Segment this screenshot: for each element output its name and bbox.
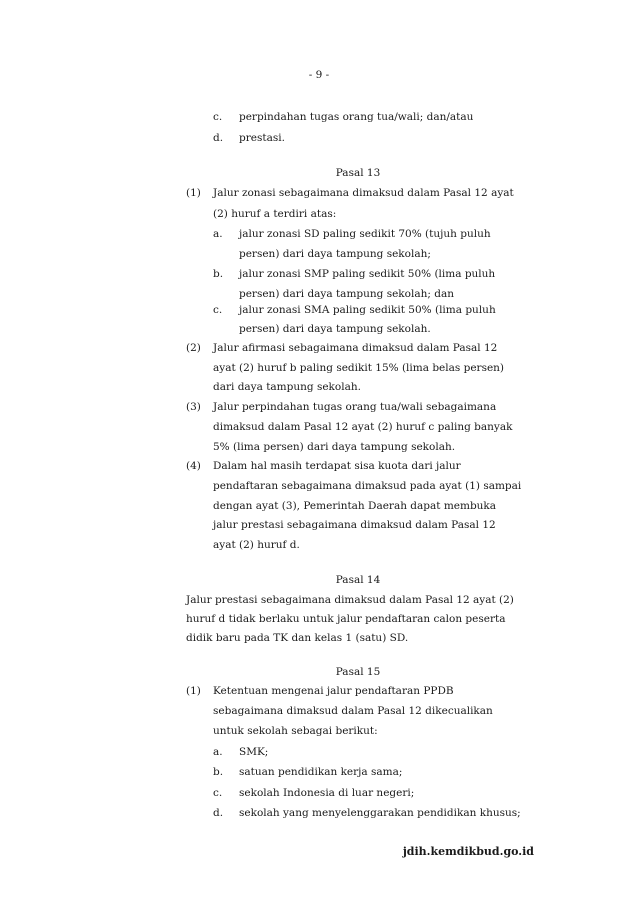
- list-item-marker: d.: [213, 132, 224, 144]
- paragraph-line: didik baru pada TK dan kelas 1 (satu) SD.: [186, 632, 409, 644]
- paragraph-line: dari daya tampung sekolah.: [213, 381, 361, 393]
- paragraph-line: untuk sekolah sebagai berikut:: [213, 725, 378, 737]
- paragraph-line: dengan ayat (3), Pemerintah Daerah dapat membuka: [213, 500, 497, 512]
- section-title: Pasal 15: [335, 666, 381, 678]
- list-item-marker: d.: [213, 807, 224, 819]
- paragraph-marker: (3): [186, 401, 201, 413]
- list-item-marker: c.: [213, 787, 223, 799]
- list-item-marker: b.: [213, 766, 224, 778]
- list-item-text: perpindahan tugas orang tua/wali; dan/atau: [239, 111, 474, 123]
- list-item-line: persen) dari daya tampung sekolah;: [239, 248, 431, 260]
- paragraph-line: Dalam hal masih terdapat sisa kuota dari jalur: [213, 460, 461, 472]
- paragraph-line: ayat (2) huruf d.: [213, 539, 300, 551]
- paragraph-line: Jalur afirmasi sebagaimana dimaksud dalam Pasal 12: [213, 342, 498, 354]
- section-title: Pasal 13: [335, 167, 381, 179]
- list-item-text: satuan pendidikan kerja sama;: [239, 766, 403, 778]
- page-number: - 9 -: [308, 69, 330, 81]
- paragraph-line: Ketentuan mengenai jalur pendaftaran PPDB: [213, 685, 454, 697]
- paragraph-line: (2) huruf a terdiri atas:: [213, 208, 337, 220]
- paragraph-line: pendaftaran sebagaimana dimaksud pada ayat (1) sampai: [213, 480, 522, 492]
- paragraph-marker: (4): [186, 460, 201, 472]
- paragraph-line: sebagaimana dimaksud dalam Pasal 12 dikecualikan: [213, 705, 493, 717]
- paragraph-line: Jalur zonasi sebagaimana dimaksud dalam Pasal 12 ayat: [213, 187, 514, 199]
- list-item-line: persen) dari daya tampung sekolah; dan: [239, 288, 454, 300]
- list-item-line: persen) dari daya tampung sekolah.: [239, 323, 431, 335]
- list-item-line: jalur zonasi SD paling sedikit 70% (tujuh puluh: [239, 228, 491, 240]
- list-item-line: jalur zonasi SMA paling sedikit 50% (lima puluh: [239, 304, 496, 316]
- list-item-marker: a.: [213, 228, 223, 240]
- list-item-text: sekolah yang menyelenggarakan pendidikan khusus;: [239, 807, 521, 819]
- paragraph-marker: (1): [186, 187, 201, 199]
- paragraph-line: Jalur prestasi sebagaimana dimaksud dalam Pasal 12 ayat (2): [186, 594, 514, 606]
- list-item-marker: b.: [213, 268, 224, 280]
- paragraph-marker: (1): [186, 685, 201, 697]
- list-item-line: jalur zonasi SMP paling sedikit 50% (lima puluh: [239, 268, 496, 280]
- paragraph-line: huruf d tidak berlaku untuk jalur pendaftaran calon peserta: [186, 613, 506, 625]
- paragraph-line: ayat (2) huruf b paling sedikit 15% (lima belas persen): [213, 362, 505, 374]
- paragraph-line: jalur prestasi sebagaimana dimaksud dalam Pasal 12: [213, 519, 496, 531]
- paragraph-marker: (2): [186, 342, 201, 354]
- footer-url: jdih.kemdikbud.go.id: [402, 845, 534, 858]
- list-item-marker: a.: [213, 746, 223, 758]
- paragraph-line: dimaksud dalam Pasal 12 ayat (2) huruf c paling banyak: [213, 421, 513, 433]
- list-item-text: prestasi.: [239, 132, 285, 144]
- list-item-marker: c.: [213, 111, 223, 123]
- paragraph-line: Jalur perpindahan tugas orang tua/wali sebagaimana: [213, 401, 497, 413]
- list-item-marker: c.: [213, 304, 223, 316]
- paragraph-line: 5% (lima persen) dari daya tampung sekolah.: [213, 441, 456, 453]
- list-item-text: sekolah Indonesia di luar negeri;: [239, 787, 415, 799]
- section-title: Pasal 14: [335, 574, 381, 586]
- list-item-text: SMK;: [239, 746, 269, 758]
